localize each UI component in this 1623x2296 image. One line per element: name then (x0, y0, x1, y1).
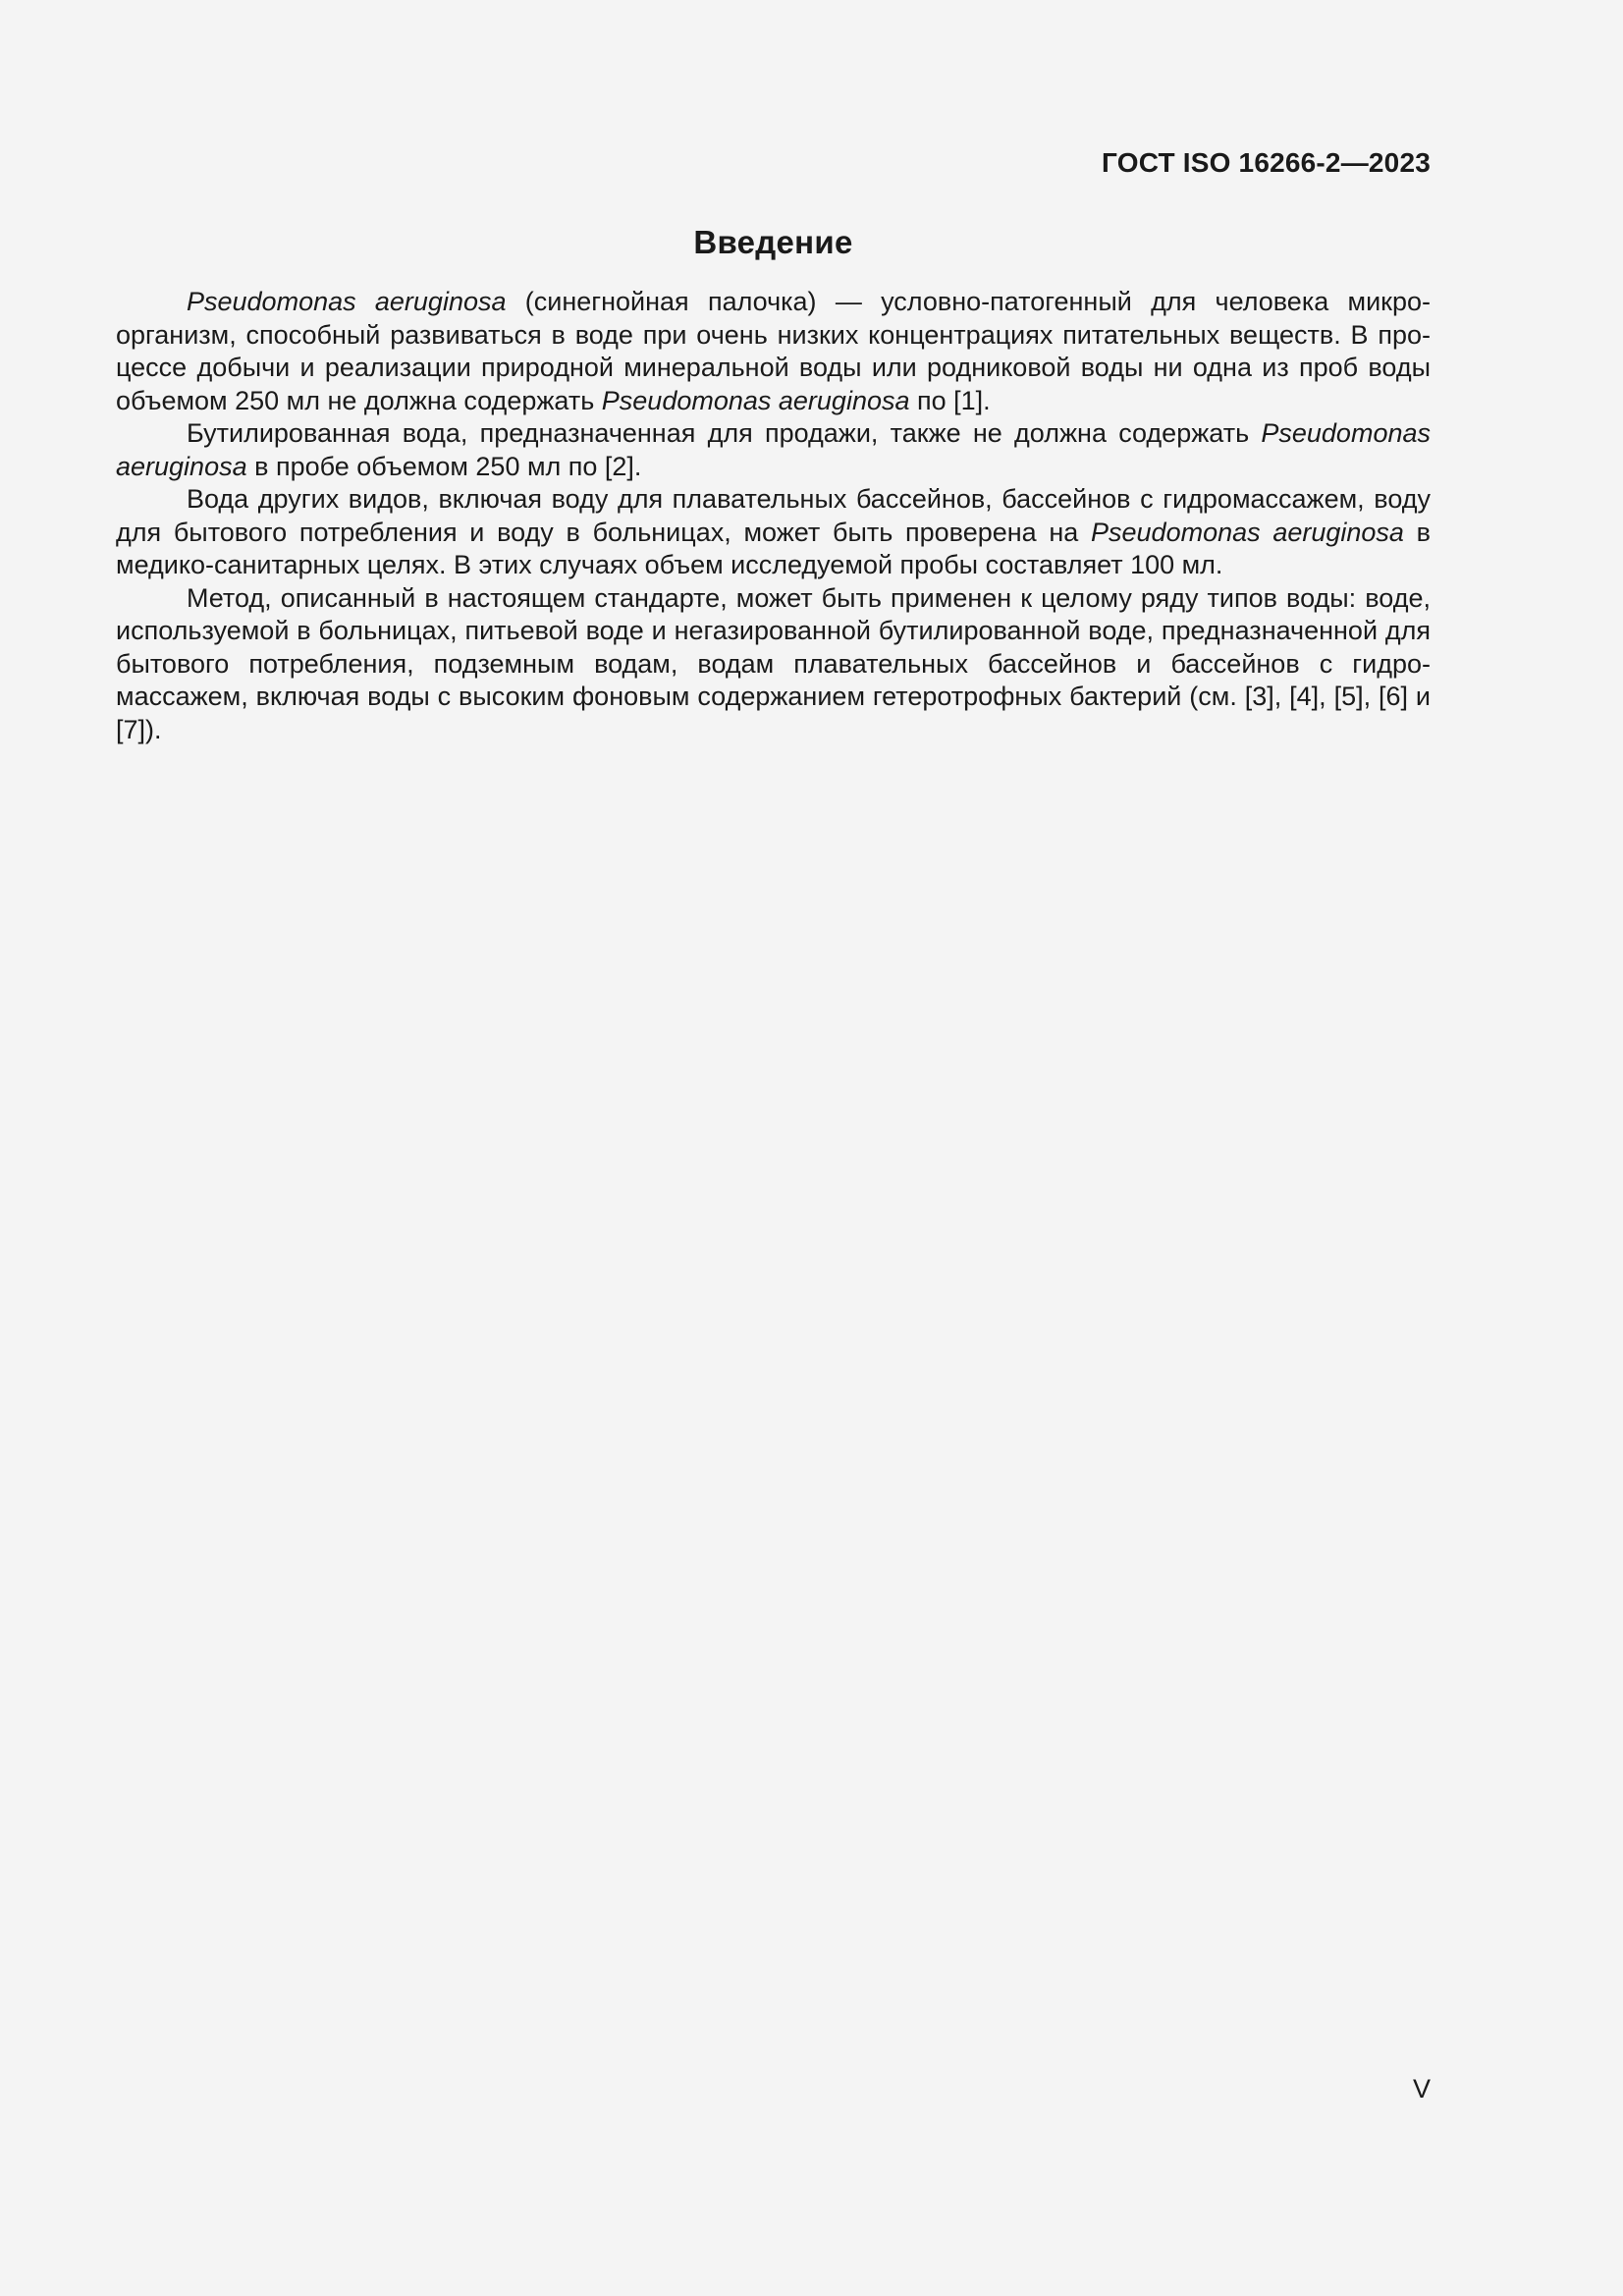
document-code-header: ГОСТ ISO 16266-2—2023 (1102, 147, 1431, 178)
page-number: V (1412, 2074, 1431, 2104)
paragraph-2 (116, 417, 1431, 483)
paragraph-1 (116, 286, 1431, 417)
paragraph-text: в медико-санитарных целях. В этих случаях объем исследуемой пробы составляет 100 мл. (116, 517, 1432, 579)
species-name: Pseudomonas aeruginosa (116, 418, 1431, 481)
paragraph-text: (синегнойная палочка) — условно-патогенный для человека микро-организм, способный развиваться в воде при очень низких концентрациях питательных веществ. В про-цессе добычи и реализации природной минеральной воды или родниковой воды ни одна из проб воды объемом 250 мл не должна содержать (116, 287, 1431, 415)
paragraph-4 (116, 582, 1431, 747)
paragraph-text: Вода других видов, включая воду для плавательных бассейнов, бассейнов с гидромассажем, воду для бытового потребления и воду в больницах, может быть проверена на (116, 484, 1431, 547)
species-name: Pseudomonas aeruginosa (601, 385, 910, 415)
introduction-body (116, 286, 1431, 746)
paragraph-text: Метод, описанный в настоящем стандарте, может быть применен к целому ряду типов воды: воде, используемой в больницах, питьевой воде и негазированной бутилированной воде, предназначенной для бытового потребления, подземным водам, водам плавательных бассейнов и бассейнов с гидро-массажем, включая воды с высоким фоновым содержанием гетеротрофных бактерий (см. [3], [4], [5], [6] и [7]). (116, 582, 1431, 744)
paragraph-text: Бутилированная вода, предназначенная для продажи, также не должна содержать (187, 418, 1262, 448)
paragraph-text: по [1]. (909, 385, 991, 415)
paragraph-text: в пробе объемом 250 мл по [2]. (246, 451, 642, 481)
paragraph-3 (116, 483, 1431, 582)
section-title: Введение (693, 224, 853, 260)
species-name: Pseudomonas aeruginosa (187, 287, 507, 316)
species-name: Pseudomonas aeruginosa (1091, 517, 1404, 547)
